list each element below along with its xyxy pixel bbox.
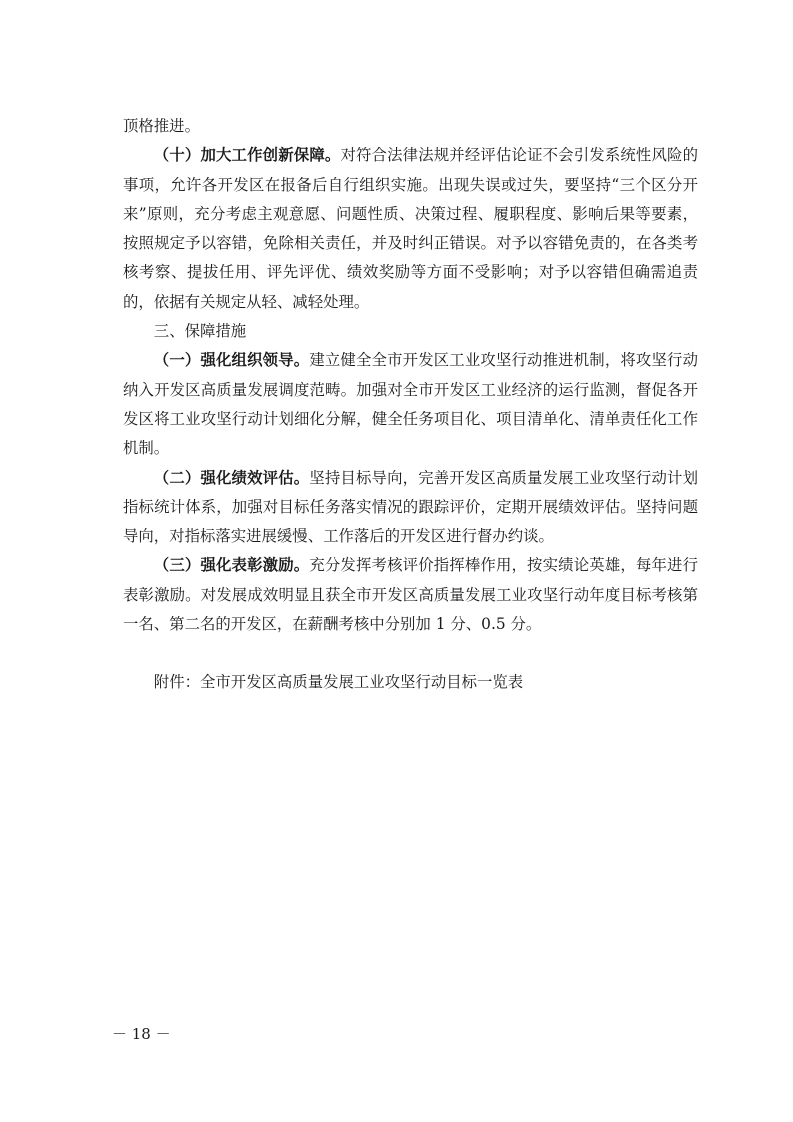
paragraph-text: 顶格推进。 xyxy=(123,117,200,135)
body-text xyxy=(123,112,698,698)
paragraph-text: 对符合法律法规并经评估论证不会引发系统性风险的事项，允许各开发区在报备后自行组织实施。出现失误或过失，要坚持“三个区分开来”原则，充分考虑主观意愿、问题性质、决策过程、履职程度、影响后果等要素，按照规定予以容错，免除相关责任，并及时纠正错误。对予以容错免责的，在各类考核考察、提拔任用、评先评优、绩效奖励等方面不受影响；对予以容错但确需追责的，依据有关规定从轻、减轻处理。 xyxy=(123,146,698,311)
paragraph-incentive xyxy=(123,551,698,639)
paragraph-lead: （二）强化绩效评估。 xyxy=(153,468,310,487)
paragraph-lead: （一）强化组织领导。 xyxy=(153,351,310,370)
paragraph-innovation-guarantee xyxy=(123,141,698,317)
paragraph-lead: （十）加大工作创新保障。 xyxy=(153,146,341,165)
section-heading xyxy=(123,317,698,346)
paragraph-continuation xyxy=(123,112,698,141)
paragraph-performance xyxy=(123,464,698,552)
attachment-text: 附件：全市开发区高质量发展工业攻坚行动目标一览表 xyxy=(153,673,524,692)
paragraph-lead: （三）强化表彰激励。 xyxy=(153,556,310,575)
paragraph-text: 建立健全全市开发区工业攻坚行动推进机制，将攻坚行动纳入开发区高质量发展调度范畴。加强对全市开发区工业经济的运行监测，督促各开发区将工业攻坚行动计划细化分解，健全任务项目化、项目清单化、清单责任化工作机制。 xyxy=(123,351,698,458)
paragraph-organization xyxy=(123,346,698,463)
paragraph-text: 充分发挥考核评价指挥棒作用，按实绩论英雄，每年进行表彰激励。对发展成效明显且获全市开发区高质量发展工业攻坚行动年度目标考核第一名、第二名的开发区，在薪酬考核中分别加 1 分、0.5 分。 xyxy=(123,556,698,634)
paragraph-text: 坚持目标导向，完善开发区高质量发展工业攻坚行动计划指标统计体系，加强对目标任务落实情况的跟踪评价，定期开展绩效评估。坚持问题导向，对指标落实进展缓慢、工作落后的开发区进行督办约谈。 xyxy=(123,468,698,546)
section-heading-text: 三、保障措施 xyxy=(153,322,247,341)
page-number: － 18 － xyxy=(112,1025,171,1043)
attachment-line xyxy=(123,668,698,697)
